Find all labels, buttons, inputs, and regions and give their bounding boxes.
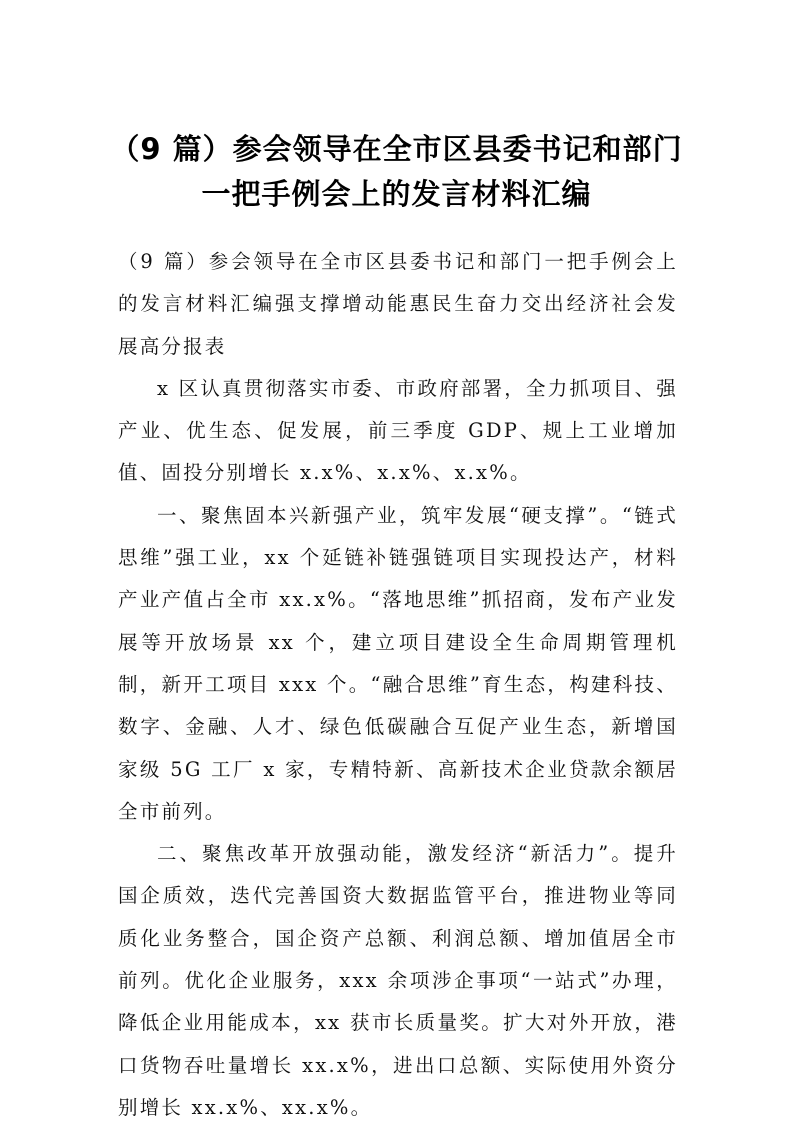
document-title-line-2: 一把手例会上的发言材料汇编 <box>201 177 592 211</box>
section-one-paragraph: 一、聚焦固本兴新强产业，筑牢发展“硬支撑”。“链式思维”强工业，xx 个延链补链强链项目实现投达产，材料产业产值占全市 xx.x%。“落地思维”抓招商，发布产业发展等开放场景 xx 个，建立项目建设全生命周期管理机制，新开工项目 xxx 个。“融合思维”育生态，构建科技、数字、金融、人才、绿色低碳融合互促产业生态，新增国家级 5G 工厂 x 家，专精特新、高新技术企业贷款余额居全市前列。 <box>118 503 678 823</box>
intro-paragraph: （9 篇）参会领导在全市区县委书记和部门一把手例会上的发言材料汇编强支撑增动能惠民生奋力交出经济社会发展高分报表 <box>118 250 678 358</box>
document-body <box>118 241 678 1129</box>
summary-paragraph: x 区认真贯彻落实市委、市政府部署，全力抓项目、强产业、优生态、促发展，前三季度 GDP、规上工业增加值、固投分别增长 x.x%、x.x%、x.x%。 <box>118 376 678 485</box>
section-two-paragraph: 二、聚焦改革开放强动能，激发经济“新活力”。提升国企质效，迭代完善国资大数据监管平台，推进物业等同质化业务整合，国企资产总额、利润总额、增加值居全市前列。优化企业服务，xxx 余项涉企事项“一站式”办理，降低企业用能成本，xx 获市长质量奖。扩大对外开放，港口货物吞吐量增长 xx.x%，进出口总额、实际使用外资分别增长 xx.x%、xx.x%。 <box>118 842 678 1119</box>
document-title-line-1: （9 篇）参会领导在全市区县委书记和部门 <box>110 132 683 166</box>
